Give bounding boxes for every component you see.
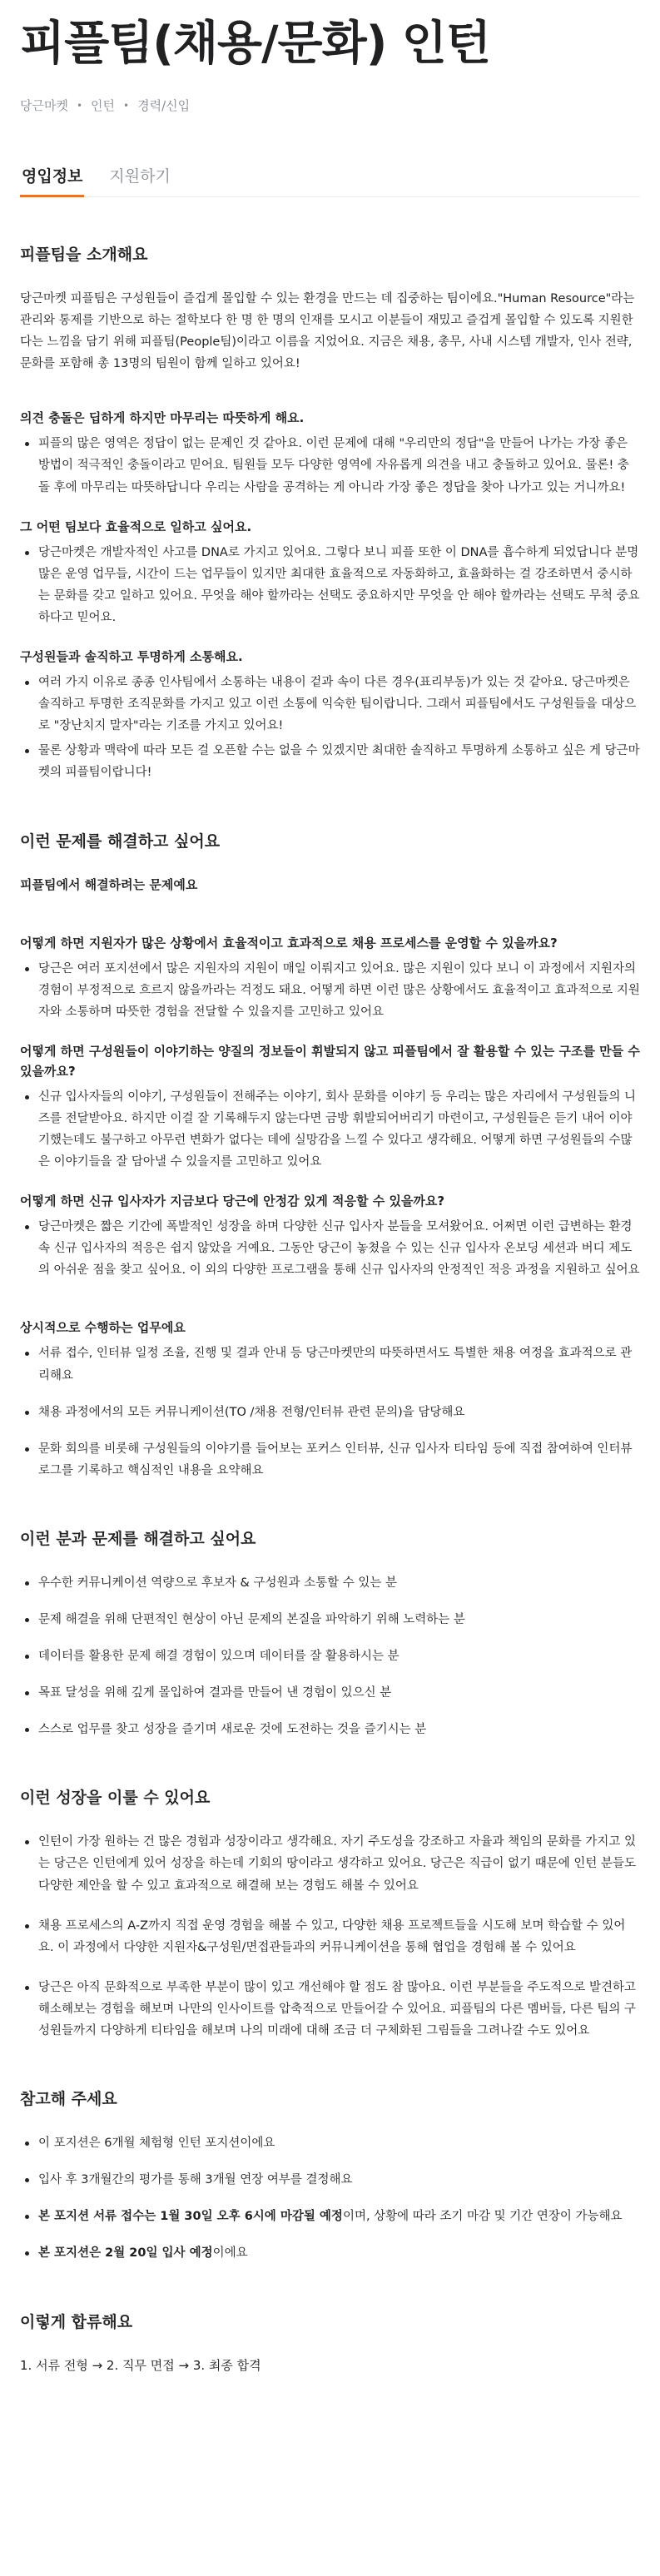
section-heading-notes: 참고해 주세요 (20, 2090, 117, 2109)
list-item: 당근마켓은 개발자적인 사고를 DNA로 가지고 있어요. 그렇다 보니 피플 또한 이 DNA를 흡수하게 되었답니다 분명 많은 운영 업무들, 시간이 드는 업무들이 있지만 최대한 효율적으로 자동화하고, 효율화하는 걸 강조하면서 중시하는 문화를 갖고 일하고 있어요. 무엇을 해야 할까라는 선택도 중요하지만 무엇을 안 해야 할까라는 선택도 무척 중요하다고 믿어요. (20, 542, 640, 628)
problem-question: 어떻게 하면 지원자가 많은 상황에서 효율적이고 효과적으로 채용 프로세스를 운영할 수 있을까요? (20, 935, 558, 950)
list-item: 문화 회의를 비롯해 구성원들의 이야기를 들어보는 포커스 인터뷰, 신규 입사자 티타임 등에 직접 참여하여 인터뷰 로그를 기록하고 핵심적인 내용을 요약해요 (20, 1438, 640, 1482)
tab-apply[interactable]: 지원하기 (109, 167, 171, 186)
list-item: 본 포지션은 2월 20일 입사 예정이에요 (20, 2242, 640, 2264)
list-item: 여러 가지 이유로 종종 인사팀에서 소통하는 내용이 겉과 속이 다른 경우(표리부동)가 있는 것 같아요. 당근마켓은 솔직하고 투명한 조직문화를 가지고 있고 이런 소통에 익숙한 팀이랍니다. 그래서 피플팀에서도 구성원들을 대상으로 "장난치지 말자"라는 기조를 가지고 있어요! (20, 672, 640, 737)
list-item: 채용 프로세스의 A-Z까지 직접 운영 경험을 해볼 수 있고, 다양한 채용 프로젝트들을 시도해 보며 학습할 수 있어요. 이 과정에서 다양한 지원자&구성원/면접관들과의 커뮤니케이션을 통해 협업을 경험해 볼 수 있어요 (20, 1915, 640, 1958)
list-item: 데이터를 활용한 문제 해결 경험이 있으며 데이터를 잘 활용하시는 분 (20, 1645, 640, 1667)
list-item: 신규 입사자들의 이야기, 구성원들이 전해주는 이야기, 회사 문화를 이야기 등 우리는 많은 자리에서 구성원들의 니즈를 전달받아요. 하지만 이걸 잘 기록해두지 않는다면 금방 휘발되어버리기 마련이고, 구성원들은 듣기 내어 이야기했는데도 불구하고 아무런 변화가 없다는 데에 실망감을 느낄 수 있다고 생각해요. 어떻게 하면 구성원들의 수많은 이야기들을 잘 담아낼 수 있을지를 고민하고 있어요 (20, 1086, 640, 1173)
list-item: 당근마켓은 짧은 기간에 폭발적인 성장을 하며 다양한 신규 입사자 분들을 모셔왔어요. 어쩌면 이런 급변하는 환경 속 신규 입사자의 적응은 쉽지 않았을 거예요. 그동안 당근이 놓쳤을 수 있는 신규 입사자 온보딩 세션과 버디 제도의 아쉬운 점을 찾고 싶어요. 이 외의 다양한 프로그램을 통해 신규 입사자의 안정적인 적응 과정을 지원하고 싶어요 (20, 1216, 640, 1281)
intro-paragraph: 당근마켓 피플팀은 구성원들이 즐겁게 몰입할 수 있는 환경을 만드는 데 집중하는 팀이에요."Human Resource"라는 관리와 통제를 기반으로 하는 절학보다 한 명 한 명의 인재를 모시고 이분들이 재밌고 즐겁게 몰입할 수 있도록 지원한다는 느낌을 담기 위해 피플팀(People팀)이라고 이름을 지었어요. 지금은 채용, 총무, 사내 시스템 개발자, 인사 전략, 문화를 포함해 총 13명의 팀원이 함께 일하고 있어요! (20, 292, 635, 371)
tab-job-info[interactable]: 영입정보 (20, 164, 84, 197)
deadline-emphasis: 본 포지션 서류 접수는 1월 30일 오후 6시에 마감될 예정 (38, 2210, 343, 2224)
list-item: 스스로 업무를 찾고 성장을 즐기며 새로운 것에 도전하는 것을 즐기시는 분 (20, 1719, 640, 1740)
problems-subheading: 피플팀에서 해결하려는 문제예요 (20, 876, 198, 892)
problem-question: 어떻게 하면 신규 입사자가 지금보다 당근에 안정감 있게 적응할 수 있을까요? (20, 1194, 445, 1209)
section-heading-growth: 이런 성장을 이룰 수 있어요 (20, 1789, 211, 1808)
section-heading-candidate: 이런 분과 문제를 해결하고 싶어요 (20, 1529, 256, 1548)
list-item: 문제 해결을 위해 단편적인 현상이 아닌 문제의 본질을 파악하기 위해 노력하는 분 (20, 1609, 640, 1630)
tab-bar (20, 164, 640, 197)
list-item: 물론 상황과 맥락에 따라 모든 걸 오픈할 수는 없을 수 있겠지만 최대한 솔직하고 투명하게 소통하고 싶은 게 당근마켓의 피플팀이랍니다! (20, 740, 640, 783)
value-title: 구성원들과 솔직하고 투명하게 소통해요. (20, 649, 243, 665)
value-title: 의견 충돌은 딥하게 하지만 마무리는 따뜻하게 해요. (20, 410, 305, 426)
breadcrumb-career[interactable]: 경력/신입 (137, 98, 191, 113)
breadcrumb (20, 97, 640, 114)
dot-separator-icon: • (76, 99, 83, 112)
list-item: 피플의 많은 영역은 정답이 없는 문제인 것 같아요. 이런 문제에 대해 "우리만의 정답"을 만들어 나가는 가장 좋은 방법이 적극적인 충돌이라고 믿어요. 팀원들 모두 다양한 영역에 자유롭게 의견을 내고 충돌하고 있어요. 물론! 충돌 후에 마무리는 따뜻하답니다 우리는 사람을 공격하는 게 아니라 가장 좋은 정답을 찾아 나가고 있는 거니까요! (20, 433, 640, 498)
dot-separator-icon: • (123, 99, 130, 112)
list-item: 채용 과정에서의 모든 커뮤니케이션(TO /채용 전형/인터뷰 관련 문의)을 담당해요 (20, 1402, 640, 1423)
list-item: 입사 후 3개월간의 평가를 통해 3개월 연장 여부를 결정해요 (20, 2169, 640, 2191)
list-item: 인턴이 가장 원하는 건 많은 경험과 성장이라고 생각해요. 자기 주도성을 강조하고 자율과 책임의 문화를 가지고 있는 당근은 인턴에게 있어 성장을 하는데 기회의 땅이라고 생각하고 있어요. 당근은 직급이 없기 때문에 인턴 분들도 다양한 제안을 할 수 있고 효과적으로 해결해 보는 경험도 해볼 수 있어요 (20, 1831, 640, 1896)
start-date-emphasis: 본 포지션은 2월 20일 입사 예정 (38, 2246, 213, 2261)
section-heading-problems: 이런 문제를 해결하고 싶어요 (20, 831, 221, 851)
list-item: 이 포지션은 6개월 체험형 인턴 포지션이에요 (20, 2132, 640, 2154)
breadcrumb-type[interactable]: 인턴 (91, 98, 116, 113)
list-item: 본 포지션 서류 접수는 1월 30일 오후 6시에 마감될 예정이며, 상황에 따라 조기 마감 및 기간 연장이 가능해요 (20, 2206, 640, 2227)
list-item: 당근은 아직 문화적으로 부족한 부분이 많이 있고 개선해야 할 점도 참 많아요. 이런 부분들을 주도적으로 발견하고 해소해보는 경험을 해보며 나만의 인사이트를 압축적으로 만들어갈 수 있어요. 피플팀의 다른 멤버들, 다른 팀의 구성원들까지 다양하게 티타임을 해보며 나의 미래에 대해 조금 더 구체화된 그림들을 그려나갈 수도 있어요 (20, 1977, 640, 2042)
breadcrumb-company[interactable]: 당근마켓 (20, 98, 68, 113)
hiring-steps: 1. 서류 전형 → 2. 직무 면접 → 3. 최종 합격 (20, 2357, 261, 2373)
value-title: 그 어떤 팀보다 효율적으로 일하고 싶어요. (20, 519, 252, 534)
list-item: 우수한 커뮤니케이션 역량으로 후보자 & 구성원과 소통할 수 있는 분 (20, 1572, 640, 1594)
list-item: 목표 달성을 위해 깊게 몰입하여 결과를 만들어 낸 경험이 있으신 분 (20, 1682, 640, 1704)
page-title: 피플팀(채용/문화) 인턴 (20, 17, 491, 71)
section-heading-intro: 피플팀을 소개해요 (20, 246, 148, 264)
problem-question: 어떻게 하면 구성원들이 이야기하는 양질의 정보들이 휘발되지 않고 피플팀에서 잘 활용할 수 있는 구조를 만들 수 있을까요? (20, 1043, 640, 1079)
duties-title: 상시적으로 수행하는 업무에요 (20, 1320, 186, 1336)
list-item: 서류 접수, 인터뷰 일정 조율, 진행 및 결과 안내 등 당근마켓만의 따뜻하면서도 특별한 채용 여정을 효과적으로 관리해요 (20, 1343, 640, 1386)
list-item: 당근은 여러 포지션에서 많은 지원자의 지원이 매일 이뤄지고 있어요. 많은 지원이 있다 보니 이 과정에서 지원자의 경험이 부정적으로 흐르지 않을까라는 걱정도 돼요. 어떻게 하면 이런 많은 상황에서도 효율적이고 효과적으로 지원자와 소통하며 따뜻한 경험을 전달할 수 있을지를 고민하고 있어요 (20, 958, 640, 1023)
section-heading-join: 이렇게 합류해요 (20, 2312, 133, 2331)
